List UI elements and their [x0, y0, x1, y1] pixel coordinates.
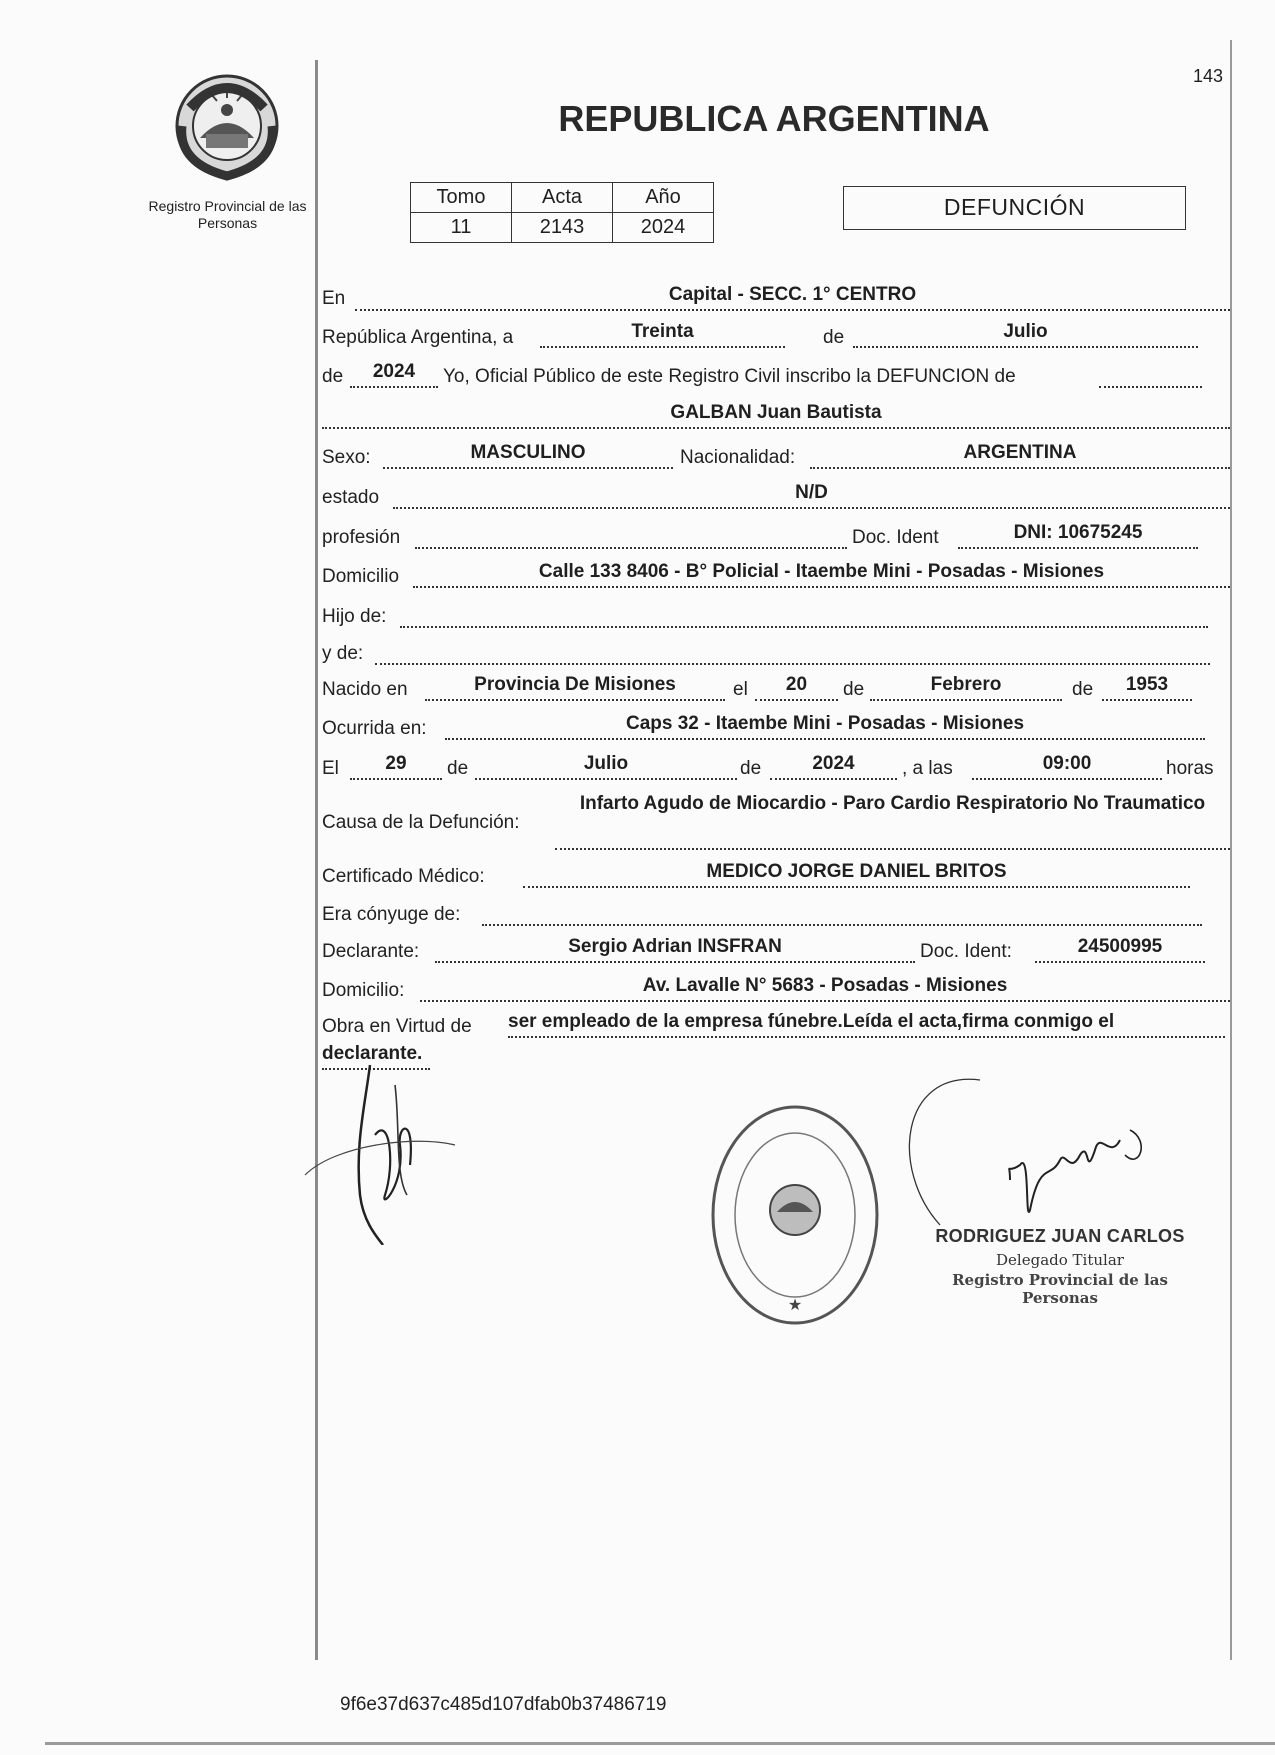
label-a-las: , a las: [902, 758, 953, 779]
field-nac-anio: 1953: [1102, 673, 1192, 701]
label-de-2: de: [322, 366, 344, 387]
label-nacido-en: Nacido en: [322, 679, 408, 700]
field-mes: Julio: [853, 320, 1198, 348]
page-number: 143: [1193, 66, 1224, 86]
label-estado: estado: [322, 487, 380, 508]
label-yo-oficial: Yo, Oficial Público de este Registro Civil inscribo la DEFUNCION de: [443, 366, 1016, 387]
acta-value: 2143: [512, 213, 613, 243]
record-type-box: DEFUNCIÓN: [843, 186, 1186, 230]
label-doc-ident-2: Doc. Ident:: [920, 941, 1012, 962]
field-certificado: MEDICO JORGE DANIEL BRITOS: [523, 860, 1190, 888]
label-de-4: de: [1072, 679, 1094, 700]
label-nacionalidad: Nacionalidad:: [680, 447, 796, 468]
official-stamp-icon: [705, 1100, 885, 1330]
tomo-header: Tomo: [411, 183, 512, 213]
field-obra-line2: declarante.: [322, 1042, 430, 1070]
acta-header: Acta: [512, 183, 613, 213]
label-domicilio: Domicilio: [322, 566, 400, 587]
declarant-signature-icon: [295, 1045, 495, 1245]
label-profesion: profesión: [322, 527, 401, 548]
field-declarante: Sergio Adrian INSFRAN: [435, 935, 915, 963]
field-declarante-doc: 24500995: [1035, 935, 1205, 963]
delegate-signature-icon: [880, 1050, 1180, 1250]
label-horas: horas: [1166, 758, 1214, 779]
label-de-6: de: [740, 758, 762, 779]
tomo-value: 11: [411, 213, 512, 243]
signer-block: [930, 1226, 1190, 1307]
registry-label: Registro Provincial de las Personas: [148, 198, 307, 231]
field-ocurrida-en: Caps 32 - Itaembe Mini - Posadas - Misiones: [445, 712, 1205, 740]
label-de-1: de: [823, 327, 845, 348]
label-ocurrida-en: Ocurrida en:: [322, 718, 427, 739]
svg-text:★: ★: [787, 1295, 803, 1314]
label-doc-ident: Doc. Ident: [852, 527, 939, 548]
label-y-de: y de:: [322, 643, 364, 664]
field-nacido-en: Provincia De Misiones: [425, 673, 725, 701]
anio-value: 2024: [613, 213, 714, 243]
signer-org: Registro Provincial de las Personas: [952, 1271, 1168, 1307]
label-causa: Causa de la Defunción:: [322, 812, 520, 833]
bottom-edge-rule: [45, 1742, 1275, 1745]
field-def-dia: 29: [350, 752, 442, 780]
field-nacionalidad: ARGENTINA: [810, 441, 1230, 469]
field-declarante-domicilio: Av. Lavalle N° 5683 - Posadas - Misiones: [420, 974, 1230, 1002]
field-causa: Infarto Agudo de Miocardio - Paro Cardio Respiratorio No Traumatico: [555, 790, 1230, 850]
right-margin-rule: [1230, 40, 1232, 1660]
field-profesion: [415, 521, 847, 549]
label-hijo-de: Hijo de:: [322, 606, 387, 627]
anio-header: Año: [613, 183, 714, 213]
field-nac-dia: 20: [755, 673, 838, 701]
field-doc: DNI: 10675245: [958, 521, 1198, 549]
label-sexo: Sexo:: [322, 447, 371, 468]
field-def-anio: 2024: [770, 752, 897, 780]
field-conyuge: [482, 898, 1202, 926]
label-domicilio-2: Domicilio:: [322, 980, 405, 1001]
signer-role: Delegado Titular: [996, 1251, 1124, 1269]
field-lugar: Capital - SECC. 1° CENTRO: [355, 283, 1230, 311]
signer-name: RODRIGUEZ JUAN CARLOS: [935, 1226, 1185, 1246]
field-nac-mes: Febrero: [870, 673, 1062, 701]
label-el-cap: El: [322, 758, 339, 779]
field-def-mes: Julio: [475, 752, 737, 780]
label-declarante: Declarante:: [322, 941, 420, 962]
field-anio: 2024: [350, 360, 438, 388]
field-yo-blank: [1099, 360, 1202, 388]
reference-table: [410, 182, 714, 243]
field-hijo-de: [400, 600, 1208, 628]
field-estado: N/D: [393, 481, 1230, 509]
left-margin-rule: [315, 60, 318, 1660]
document-hash: 9f6e37d637c485d107dfab0b37486719: [340, 1694, 667, 1715]
field-obra-line1: ser empleado de la empresa fúnebre.Leída el acta,firma conmigo el: [508, 1010, 1225, 1038]
label-republica: República Argentina, a: [322, 327, 514, 348]
field-y-de: [375, 637, 1210, 665]
label-de-3: de: [843, 679, 865, 700]
label-en: En: [322, 288, 346, 309]
field-sexo: MASCULINO: [383, 441, 673, 469]
label-certificado: Certificado Médico:: [322, 866, 485, 887]
document-title: REPUBLICA ARGENTINA: [558, 98, 990, 139]
label-el: el: [733, 679, 748, 700]
field-dia-texto: Treinta: [540, 320, 785, 348]
label-conyuge: Era cónyuge de:: [322, 904, 461, 925]
field-hora: 09:00: [972, 752, 1162, 780]
field-domicilio: Calle 133 8406 - B° Policial - Itaembe Mini - Posadas - Misiones: [413, 560, 1230, 588]
province-seal-icon: [170, 68, 285, 183]
label-obra: Obra en Virtud de: [322, 1016, 472, 1037]
label-de-5: de: [447, 758, 469, 779]
field-fallecido: GALBAN Juan Bautista: [322, 401, 1230, 429]
